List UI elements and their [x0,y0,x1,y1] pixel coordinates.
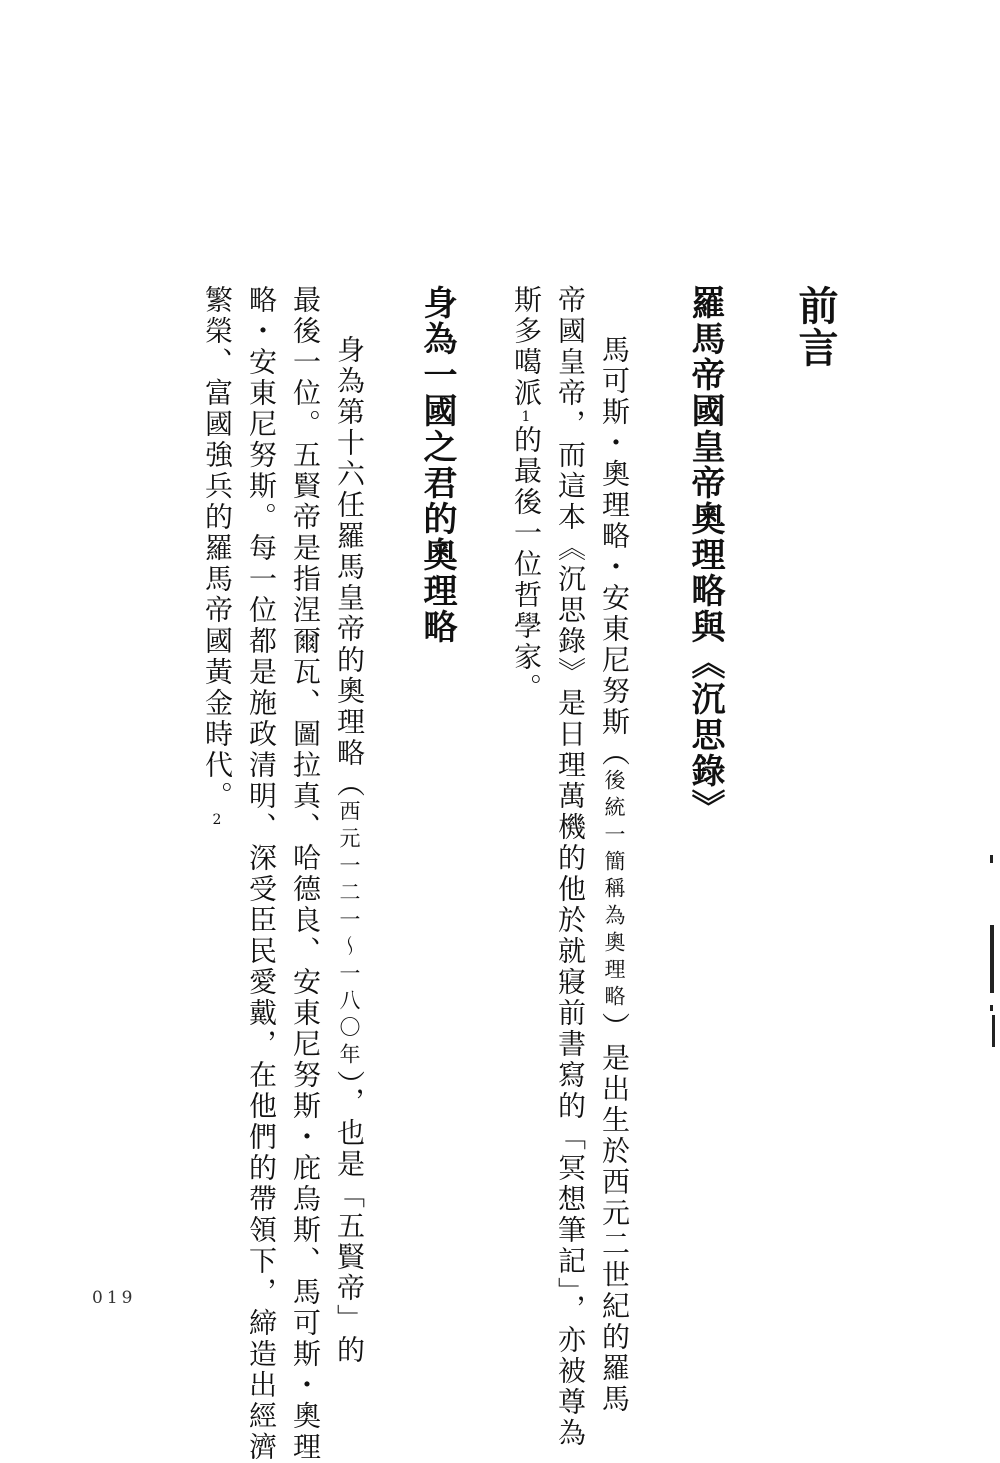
paragraph-1-inline-note: 後統一簡稱為奧理略 [602,769,626,1012]
paragraph-1-line-3 [510,285,543,704]
paragraph-1-line-3-text-b: 的最後一位哲學家。 [510,425,543,704]
paragraph-2-inline-note: 西元一二一～一八〇年 [337,800,361,1070]
footnote-ref-1: 1 [518,409,534,425]
paragraph-1-line-1 [598,335,631,1415]
paragraph-2-line-1-text-a: 身為第十六任羅馬皇帝的奧理略（ [333,335,366,800]
paragraph-1-line-2: 帝國皇帝，而這本《沉思錄》是日理萬機的他於就寢前書寫的「冥想筆記」，亦被尊為 [554,285,587,1449]
edge-crop-mark [990,925,994,993]
paragraph-2-line-4-text: 繁榮、富國強兵的羅馬帝國黃金時代。 [201,285,234,812]
edge-crop-mark [992,1015,995,1047]
paragraph-1-line-1-text-b: ）是出生於西元二世紀的羅馬 [598,1012,631,1415]
paragraph-2-line-1 [333,335,366,1366]
edge-crop-mark [990,1005,993,1011]
paragraph-2-line-3: 略・安東尼努斯。每一位都是施政清明、深受臣民愛戴，在他們的帶領下，締造出經濟 [245,285,278,1463]
footnote-ref-2: 2 [209,812,225,828]
paragraph-2-line-1-text-b: ），也是「五賢帝」的 [333,1070,366,1366]
paragraph-1-line-3-text-a: 斯多噶派 [510,285,543,409]
page-number: 019 [92,1288,137,1308]
chapter-title: 前言 [792,285,839,369]
subsection-title: 身為一國之君的奧理略 [417,285,457,645]
paragraph-2-line-4 [201,285,234,828]
paragraph-1-line-1-text-a: 馬可斯・奧理略・安東尼努斯（ [598,335,631,769]
edge-crop-mark [990,855,993,863]
paragraph-2-line-2: 最後一位。五賢帝是指涅爾瓦、圖拉真、哈德良、安東尼努斯・庇烏斯、馬可斯・奧理 [289,285,322,1463]
section-title: 羅馬帝國皇帝奧理略與《沉思錄》 [685,285,725,825]
